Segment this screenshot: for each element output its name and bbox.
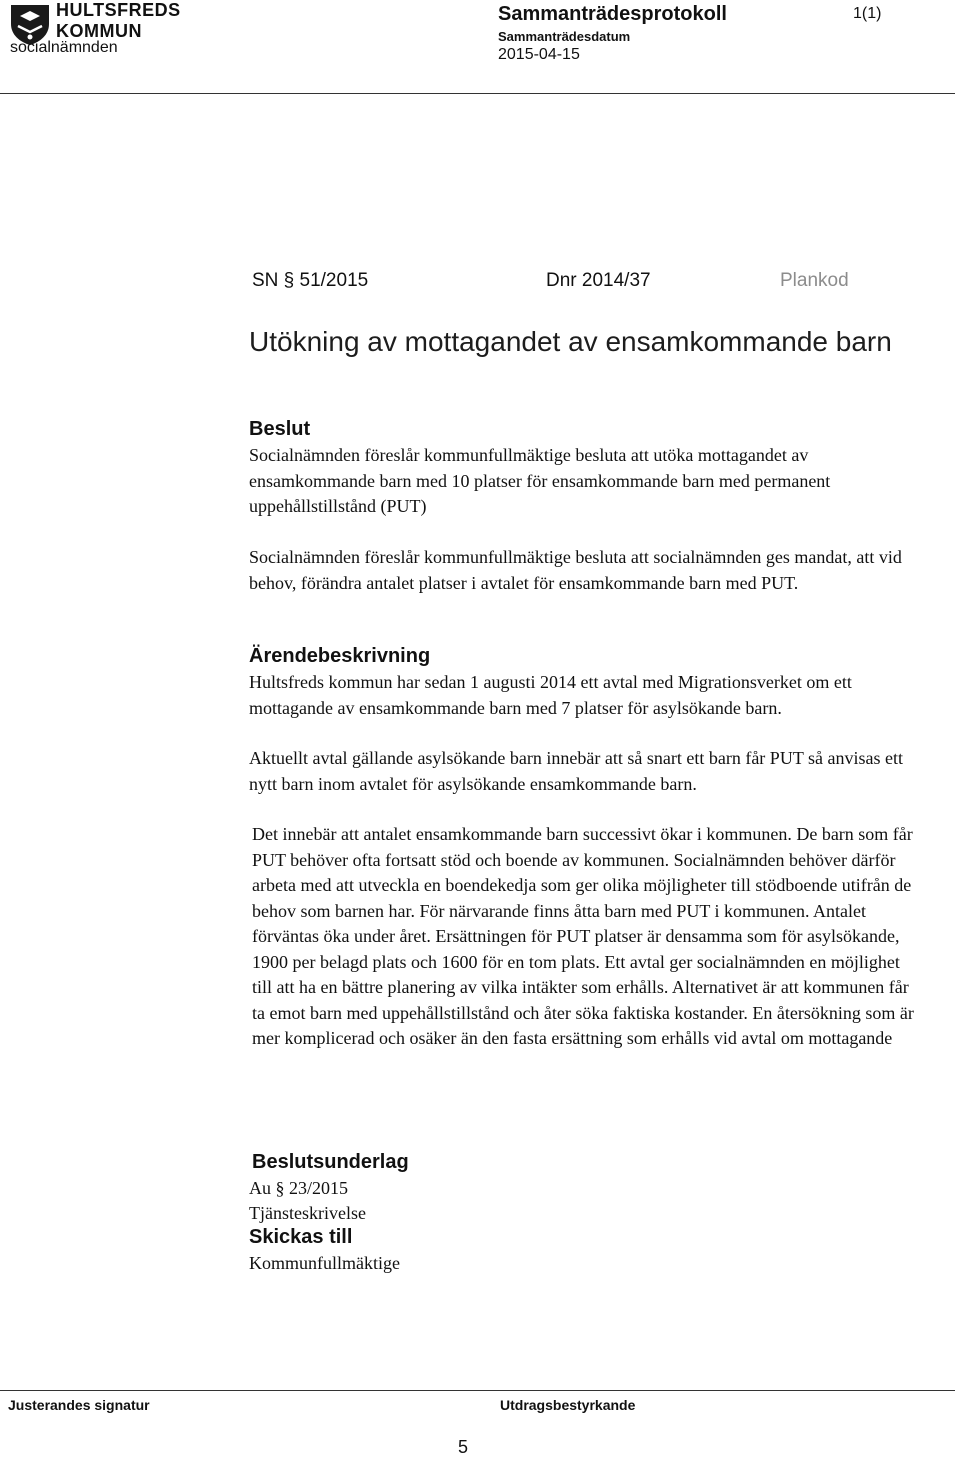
section-heading-beslut: Beslut (249, 418, 311, 440)
arende-paragraph-1: Hultsfreds kommun har sedan 1 augusti 2014 ett avtal med Migrationsverket om ett mottagande av ensamkommande barn med 7 platser för asylsökande barn. (249, 672, 852, 718)
section-heading-skickas-till: Skickas till (249, 1226, 353, 1248)
beslutsunderlag-item: Tjänsteskrivelse (249, 1203, 366, 1223)
page-count: 1(1) (853, 5, 882, 22)
case-number: SN § 51/2015 (252, 270, 369, 291)
page-number: 5 (458, 1437, 469, 1457)
diary-number: Dnr 2014/37 (546, 270, 651, 291)
page-title: Utökning av mottagandet av ensamkommande barn (249, 326, 892, 357)
logo-text-line1: HULTSFREDS (56, 0, 181, 20)
meeting-date-label: Sammanträdesdatum (498, 29, 631, 44)
plan-code: Plankod (780, 270, 849, 291)
meeting-date: 2015-04-15 (498, 46, 580, 63)
beslut-paragraph-1: Socialnämnden föreslår kommunfullmäktige besluta att utöka mottagandet av ensamkommande barn med 10 platser för ensamkommande barn med permanent uppehållstillstånd (PUT) (249, 445, 831, 516)
arende-paragraph-3: Det innebär att antalet ensamkommande barn successivt ökar i kommunen. De barn som får PUT behöver ofta fortsatt stöd och boende av kommunen. Socialnämnden behöver därför arbeta med att utveckla en boendekedja som ger olika möjligheter till stödboende utifrån de behov som barnen har. För närvarande finns åtta barn med PUT i kommunen. Antalet förväntas öka under året. Ersättningen för PUT platser är densamma som för asylsökande, 1900 per belagd plats och 1600 för en tom plats. Ett avtal ger socialnämnden en möjlighet till att ha en bättre planering av vilka intäkter som erhålls. Alternativet är att kommunen får ta emot barn med uppehållstillstånd och åter söka faktiska kostander. En återsökning som är mer komplicerad och osäker än den fasta ersättning som erhålls vid avtal om mottagande (252, 824, 914, 1048)
recipient-item: Kommunfullmäktige (249, 1253, 400, 1273)
beslutsunderlag-item: Au § 23/2015 (249, 1178, 348, 1198)
arende-paragraph-2: Aktuellt avtal gällande asylsökande barn innebär att så snart ett barn får PUT så anvisas ett nytt barn inom avtalet för asylsökande ensamkommande barn. (249, 748, 903, 794)
logo-text-line2: KOMMUN (56, 21, 142, 41)
beslut-paragraph-2: Socialnämnden föreslår kommunfullmäktige besluta att socialnämnden ges mandat, att vid behov, förändra antalet platser i avtalet för ensamkommande barn med PUT. (249, 547, 902, 593)
section-heading-arende: Ärendebeskrivning (249, 645, 431, 667)
header-divider (0, 93, 955, 94)
section-heading-beslutsunderlag: Beslutsunderlag (252, 1151, 409, 1173)
document-type-title: Sammanträdesprotokoll (498, 3, 727, 25)
organ-name: socialnämnden (10, 39, 118, 56)
footer-divider (0, 1390, 955, 1391)
certification-label: Utdragsbestyrkande (500, 1397, 636, 1413)
signature-label: Justerandes signatur (8, 1397, 150, 1413)
